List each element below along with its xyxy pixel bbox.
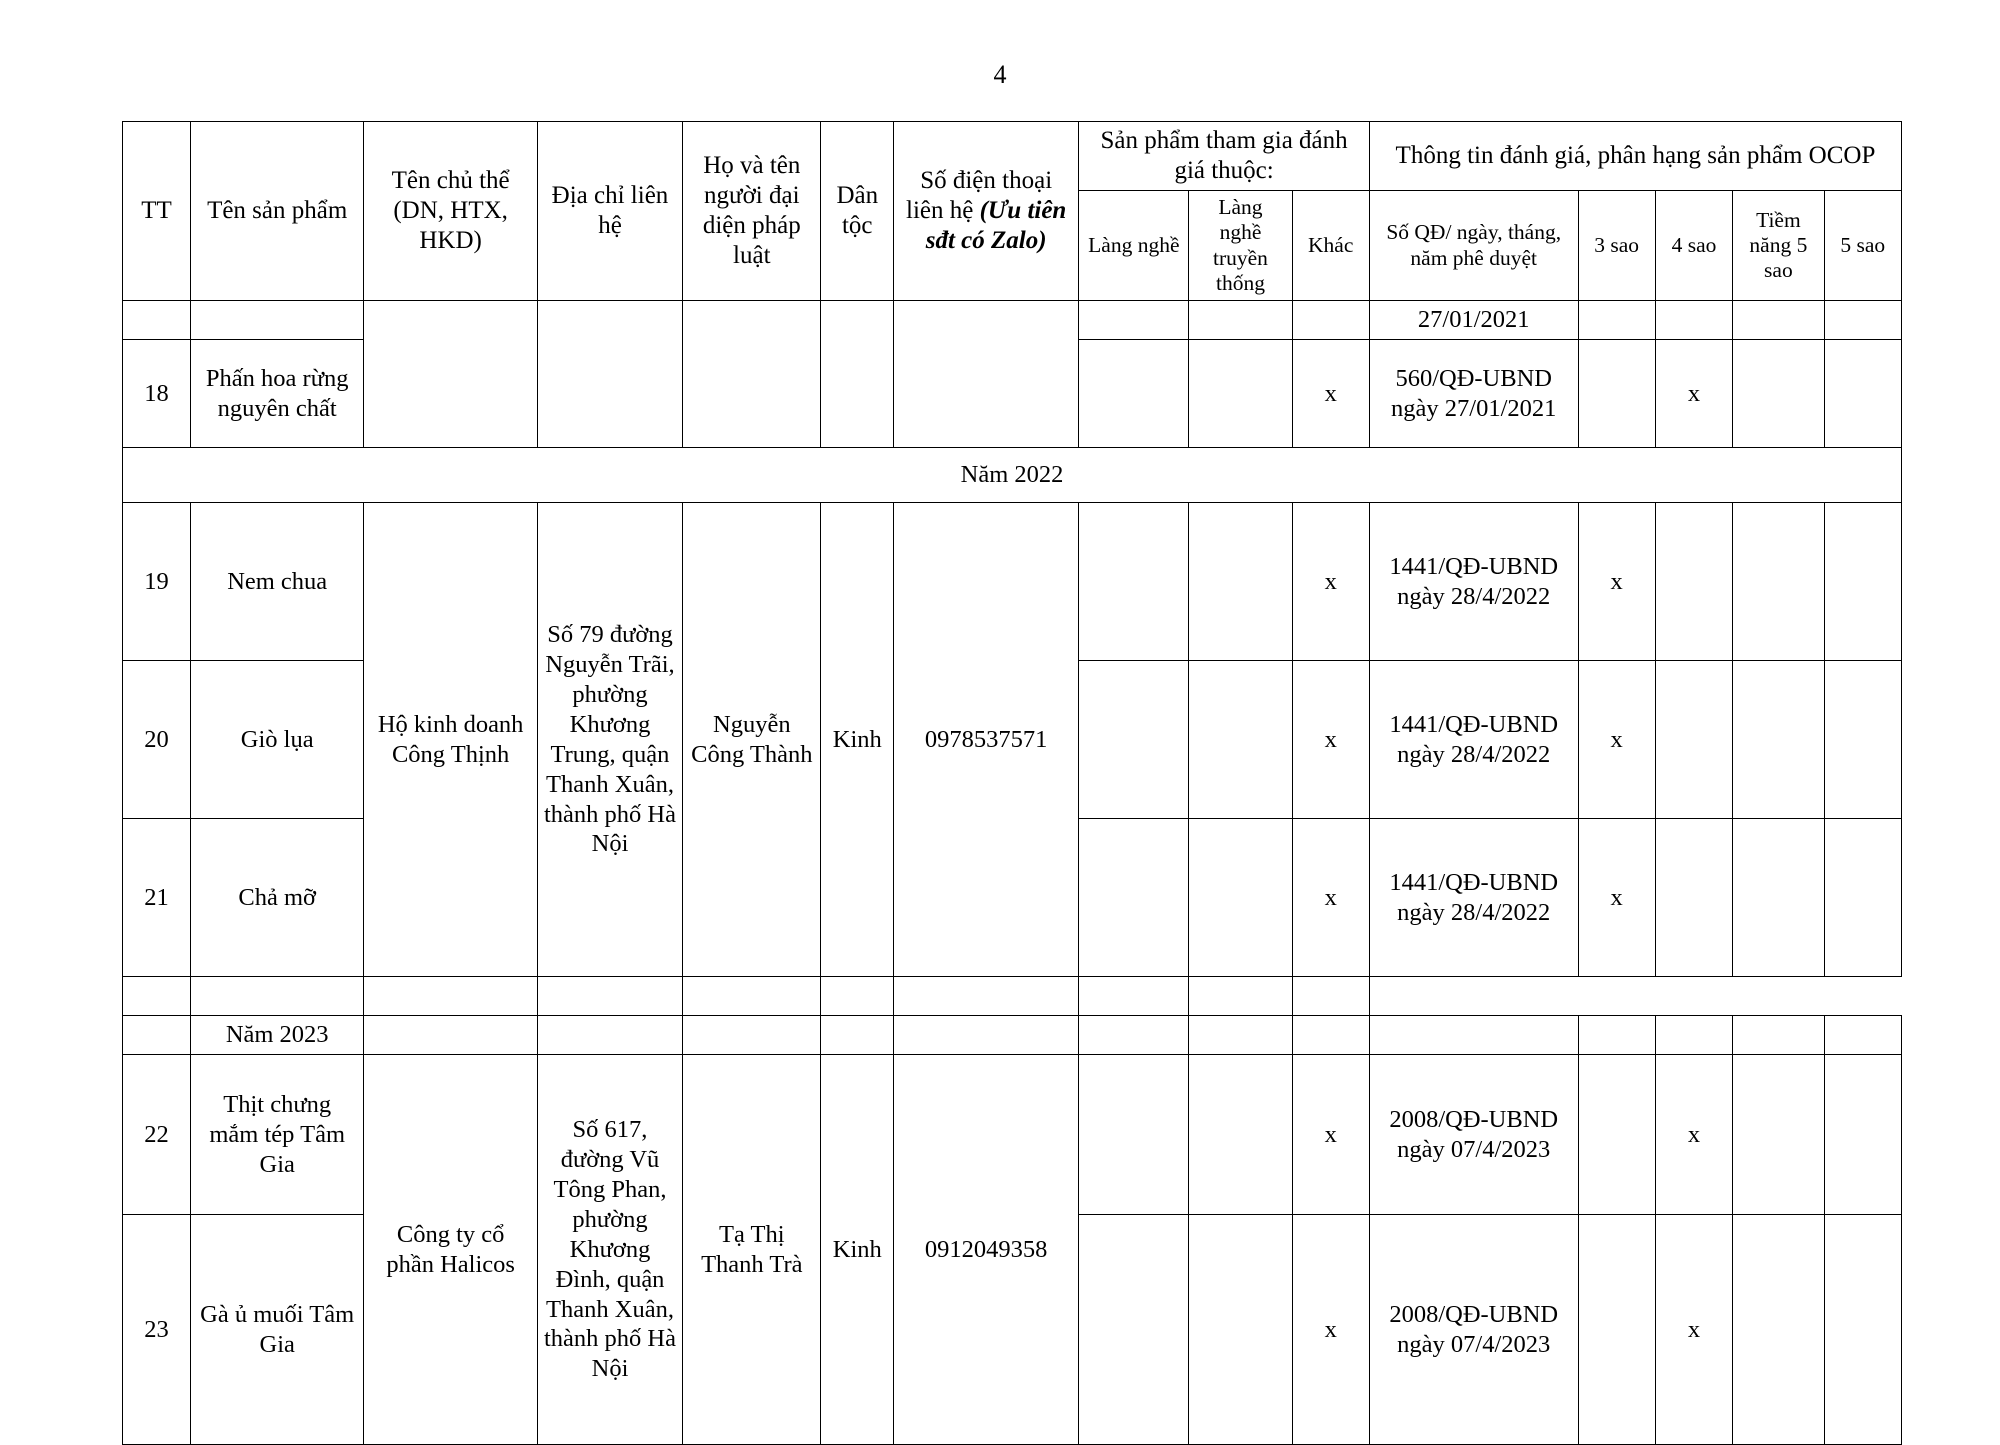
page-number: 4 <box>993 60 1007 89</box>
cell-traditional-craft-village <box>1189 1055 1292 1215</box>
cell-address: Số 617, đường Vũ Tông Phan, phường Khương Đình, quận Thanh Xuân, thành phố Hà Nội <box>537 1055 682 1445</box>
header-traditional-craft-village: Làng nghề truyền thống <box>1189 191 1292 301</box>
cell-product-name: Thịt chưng mắm tép Tâm Gia <box>190 1055 363 1215</box>
table-row-spacer <box>123 977 1902 1016</box>
cell-tt: 18 <box>123 340 191 448</box>
cell-ethnicity <box>821 301 894 448</box>
cell-other <box>1292 301 1369 340</box>
cell-tt <box>123 977 191 1016</box>
cell-empty <box>364 1016 537 1055</box>
cell-traditional-craft-village <box>1189 340 1292 448</box>
cell-craft-village <box>1079 1055 1189 1215</box>
cell-star5 <box>1824 1215 1901 1445</box>
cell-tt: 22 <box>123 1055 191 1215</box>
cell-product-name: Gà ủ muối Tâm Gia <box>190 1215 363 1445</box>
cell-potential-5-star <box>1733 503 1824 661</box>
header-star5: 5 sao <box>1824 191 1901 301</box>
cell-star5 <box>1824 340 1901 448</box>
cell-tt: 19 <box>123 503 191 661</box>
cell-empty <box>1578 1016 1655 1055</box>
cell-phone: 0912049358 <box>894 1055 1079 1445</box>
cell-traditional-craft-village <box>1189 661 1292 819</box>
cell-decision-number: 27/01/2021 <box>1369 301 1578 340</box>
cell-decision-number: 1441/QĐ-UBND ngày 28/4/2022 <box>1369 819 1578 977</box>
cell-tt <box>123 1016 191 1055</box>
cell-decision-number: 2008/QĐ-UBND ngày 07/4/2023 <box>1369 1215 1578 1445</box>
cell-address <box>537 301 682 448</box>
table-row-year-separator <box>123 1016 1902 1055</box>
cell-star3 <box>1578 1215 1655 1445</box>
cell-empty <box>1824 1016 1901 1055</box>
cell-star4: x <box>1655 340 1732 448</box>
cell-other: x <box>1292 1215 1369 1445</box>
cell-tt: 21 <box>123 819 191 977</box>
cell-empty <box>1733 1016 1824 1055</box>
cell-potential-5-star <box>1733 301 1824 340</box>
cell-other: x <box>1292 819 1369 977</box>
header-other: Khác <box>1292 191 1369 301</box>
cell-decision-number: 1441/QĐ-UBND ngày 28/4/2022 <box>1369 661 1578 819</box>
year-separator-label: Năm 2023 <box>190 1016 363 1055</box>
cell-star5 <box>1824 1055 1901 1215</box>
cell-other: x <box>1292 340 1369 448</box>
cell-other: x <box>1292 661 1369 819</box>
cell-phone: 0978537571 <box>894 503 1079 977</box>
cell-star3: x <box>1578 661 1655 819</box>
cell-potential-5-star <box>1733 340 1824 448</box>
cell-traditional-craft-village <box>1189 819 1292 977</box>
table-body <box>123 301 1902 1445</box>
header-group-participation: Sản phẩm tham gia đánh giá thuộc: <box>1079 122 1370 191</box>
cell-traditional-craft-village <box>537 977 682 1016</box>
cell-tt: 23 <box>123 1215 191 1445</box>
cell-craft-village <box>1079 301 1189 340</box>
cell-craft-village <box>1079 819 1189 977</box>
cell-craft-village <box>364 977 537 1016</box>
cell-address: Số 79 đường Nguyễn Trãi, phường Khương Trung, quận Thanh Xuân, thành phố Hà Nội <box>537 503 682 977</box>
cell-other <box>683 977 821 1016</box>
header-star4: 4 sao <box>1655 191 1732 301</box>
table-row <box>123 1055 1902 1215</box>
cell-empty <box>1369 1016 1578 1055</box>
cell-empty <box>1189 1016 1292 1055</box>
cell-legal-representative: Tạ Thị Thanh Trà <box>683 1055 821 1445</box>
header-owner-name: Tên chủ thể (DN, HTX, HKD) <box>364 122 537 301</box>
cell-empty <box>1655 1016 1732 1055</box>
header-tt: TT <box>123 122 191 301</box>
cell-owner-name: Công ty cổ phần Halicos <box>364 1055 537 1445</box>
cell-star5 <box>1292 977 1369 1016</box>
ocop-product-table <box>122 121 1902 1445</box>
cell-craft-village <box>1079 503 1189 661</box>
cell-traditional-craft-village <box>1189 301 1292 340</box>
cell-star3 <box>1578 340 1655 448</box>
cell-empty <box>821 1016 894 1055</box>
header-potential-5-star: Tiềm năng 5 sao <box>1733 191 1824 301</box>
header-star3: 3 sao <box>1578 191 1655 301</box>
cell-other: x <box>1292 1055 1369 1215</box>
header-ethnicity: Dân tộc <box>821 122 894 301</box>
header-row-main <box>123 122 1902 191</box>
cell-star4 <box>1655 661 1732 819</box>
cell-star5 <box>1824 503 1901 661</box>
cell-craft-village <box>1079 661 1189 819</box>
cell-craft-village <box>1079 1215 1189 1445</box>
cell-potential-5-star <box>1733 661 1824 819</box>
header-product-name: Tên sản phẩm <box>190 122 363 301</box>
cell-traditional-craft-village <box>1189 503 1292 661</box>
cell-other: x <box>1292 503 1369 661</box>
header-phone-note: (Ưu tiên sđt có Zalo) <box>925 197 1067 255</box>
header-address: Địa chỉ liên hệ <box>537 122 682 301</box>
header-phone-main: Số điện thoại liên hệ <box>906 167 1053 225</box>
cell-potential-5-star <box>1733 819 1824 977</box>
cell-owner-name: Hộ kinh doanh Công Thịnh <box>364 503 537 977</box>
cell-legal-representative <box>683 301 821 448</box>
cell-tt <box>123 301 191 340</box>
cell-ethnicity: Kinh <box>821 1055 894 1445</box>
cell-decision-number: 1441/QĐ-UBND ngày 28/4/2022 <box>1369 503 1578 661</box>
cell-star3: x <box>1578 819 1655 977</box>
header-group-evaluation: Thông tin đánh giá, phân hạng sản phẩm OCOP <box>1369 122 1901 191</box>
cell-product-name: Nem chua <box>190 503 363 661</box>
cell-product-name: Giò lụa <box>190 661 363 819</box>
cell-star5 <box>1824 819 1901 977</box>
cell-potential-5-star <box>1733 1055 1824 1215</box>
table-row-year-separator <box>123 448 1902 503</box>
cell-decision-number <box>821 977 894 1016</box>
cell-star5 <box>1824 301 1901 340</box>
cell-product-name <box>190 977 363 1016</box>
cell-star4 <box>1655 301 1732 340</box>
table-row <box>123 503 1902 661</box>
cell-product-name <box>190 301 363 340</box>
cell-traditional-craft-village <box>1189 1215 1292 1445</box>
cell-star4: x <box>1655 1215 1732 1445</box>
cell-star4 <box>1655 503 1732 661</box>
cell-product-name: Chả mỡ <box>190 819 363 977</box>
cell-star4 <box>1655 819 1732 977</box>
header-craft-village: Làng nghề <box>1079 191 1189 301</box>
header-phone <box>894 122 1079 301</box>
cell-ethnicity: Kinh <box>821 503 894 977</box>
cell-potential-5-star <box>1733 1215 1824 1445</box>
table-row <box>123 301 1902 340</box>
cell-star3 <box>894 977 1079 1016</box>
cell-star3: x <box>1578 503 1655 661</box>
cell-star4 <box>1079 977 1189 1016</box>
header-decision-number: Số QĐ/ ngày, tháng, năm phê duyệt <box>1369 191 1578 301</box>
table-header <box>123 122 1902 301</box>
cell-phone <box>894 301 1079 448</box>
header-legal-representative: Họ và tên người đại diện pháp luật <box>683 122 821 301</box>
cell-craft-village <box>1079 340 1189 448</box>
cell-empty <box>537 1016 682 1055</box>
cell-empty <box>683 1016 821 1055</box>
cell-star3 <box>1578 301 1655 340</box>
cell-tt: 20 <box>123 661 191 819</box>
cell-empty <box>894 1016 1079 1055</box>
table-container <box>0 121 2000 1445</box>
cell-legal-representative: Nguyễn Công Thành <box>683 503 821 977</box>
cell-owner-name <box>364 301 537 448</box>
cell-empty <box>1292 1016 1369 1055</box>
cell-potential-5-star <box>1189 977 1292 1016</box>
cell-product-name: Phấn hoa rừng nguyên chất <box>190 340 363 448</box>
cell-decision-number: 560/QĐ-UBND ngày 27/01/2021 <box>1369 340 1578 448</box>
cell-decision-number: 2008/QĐ-UBND ngày 07/4/2023 <box>1369 1055 1578 1215</box>
cell-empty <box>1079 1016 1189 1055</box>
cell-star5 <box>1824 661 1901 819</box>
cell-star3 <box>1578 1055 1655 1215</box>
year-separator-label: Năm 2022 <box>123 448 1902 503</box>
cell-star4: x <box>1655 1055 1732 1215</box>
